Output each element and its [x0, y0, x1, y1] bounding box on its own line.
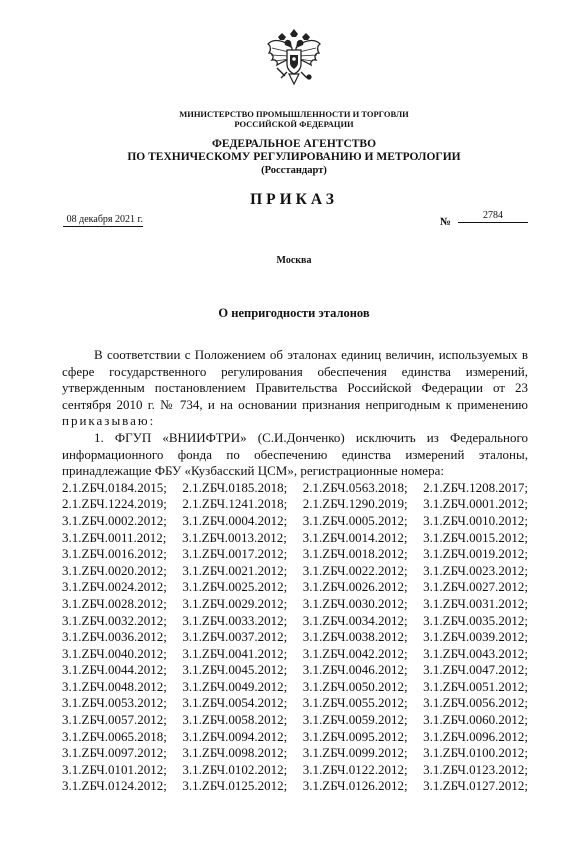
intro-text: В соответствии с Положением об эталонах единиц величин, используемых в сфере государственного регулирования обеспечения единства измерений, утвержденным постановлением Правительства Российской Федерации от 23 сентября 2010 г. № 734, и на основании признания непригодным к применению — [62, 347, 528, 412]
registration-number: 3.1.ZБЧ.0099.2012; — [302, 745, 408, 761]
document-title: ПРИКАЗ — [250, 191, 338, 208]
registration-number: 2.1.ZБЧ.0184.2015; — [62, 479, 167, 495]
registration-number: 3.1.ZБЧ.0036.2012; — [62, 629, 167, 645]
registration-number: 3.1.ZБЧ.0031.2012; — [423, 595, 528, 611]
registration-number: 3.1.ZБЧ.0056.2012; — [423, 695, 528, 711]
prikazyvayu-text: приказываю: — [62, 413, 156, 429]
registration-row — [62, 745, 528, 762]
registration-number: 3.1.ZБЧ.0020.2012; — [62, 562, 167, 578]
registration-number: 3.1.ZБЧ.0101.2012; — [62, 761, 167, 777]
item-1-paragraph: 1. ФГУП «ВНИИФТРИ» (С.И.Донченко) исключить из Федерального информационного фонда по обеспечению единства измерений эталоны, принадлежащие ФБУ «Кузбасский ЦСМ», регистрационные номера: — [62, 429, 528, 479]
registration-number: 3.1.ZБЧ.0047.2012; — [423, 662, 528, 678]
russian-coat-of-arms-icon — [265, 28, 323, 90]
registration-number: 3.1.ZБЧ.0005.2012; — [302, 512, 408, 528]
order-subject: О непригодности эталонов — [218, 306, 370, 320]
registration-row — [62, 778, 528, 795]
registration-number: 3.1.ZБЧ.0015.2012; — [423, 529, 528, 545]
registration-number: 3.1.ZБЧ.0122.2012; — [302, 761, 408, 777]
registration-number: 3.1.ZБЧ.0025.2012; — [182, 579, 288, 595]
registration-number: 3.1.ZБЧ.0046.2012; — [302, 662, 408, 678]
registration-number: 3.1.ZБЧ.0041.2012; — [182, 645, 288, 661]
registration-number: 3.1.ZБЧ.0123.2012; — [423, 761, 528, 777]
registration-number: 3.1.ZБЧ.0057.2012; — [62, 712, 167, 728]
ministry-line-2: РОССИЙСКОЙ ФЕДЕРАЦИИ — [234, 119, 354, 129]
registration-row — [62, 530, 528, 547]
registration-number: 3.1.ZБЧ.0045.2012; — [182, 662, 288, 678]
registration-number: 3.1.ZБЧ.0125.2012; — [182, 778, 288, 794]
registration-row — [62, 513, 528, 530]
registration-number: 3.1.ZБЧ.0021.2012; — [182, 562, 288, 578]
registration-number: 3.1.ZБЧ.0011.2012; — [62, 529, 167, 545]
registration-number: 3.1.ZБЧ.0018.2012; — [302, 546, 408, 562]
registration-row — [62, 729, 528, 746]
registration-number: 3.1.ZБЧ.0023.2012; — [423, 562, 528, 578]
registration-number: 3.1.ZБЧ.0124.2012; — [62, 778, 167, 794]
registration-number: 2.1.ZБЧ.0185.2018; — [182, 479, 288, 495]
registration-row — [62, 629, 528, 646]
agency-line-3: (Росстандарт) — [261, 165, 327, 176]
registration-number: 3.1.ZБЧ.0029.2012; — [182, 595, 288, 611]
registration-number: 3.1.ZБЧ.0065.2018; — [62, 728, 167, 744]
registration-number: 3.1.ZБЧ.0004.2012; — [182, 512, 288, 528]
registration-row — [62, 712, 528, 729]
registration-number: 3.1.ZБЧ.0100.2012; — [423, 745, 528, 761]
registration-row — [62, 480, 528, 497]
registration-number: 3.1.ZБЧ.0050.2012; — [302, 678, 408, 694]
registration-row — [62, 646, 528, 663]
registration-number: 3.1.ZБЧ.0034.2012; — [302, 612, 408, 628]
registration-number: 3.1.ZБЧ.0102.2012; — [182, 761, 288, 777]
registration-row — [62, 546, 528, 563]
registration-number: 3.1.ZБЧ.0010.2012; — [423, 512, 528, 528]
registration-number: 3.1.ZБЧ.0028.2012; — [62, 595, 167, 611]
order-date: 08 декабря 2021 г. — [63, 214, 143, 227]
registration-number: 3.1.ZБЧ.0054.2012; — [182, 695, 288, 711]
registration-number: 3.1.ZБЧ.0097.2012; — [62, 745, 167, 761]
registration-number: 3.1.ZБЧ.0002.2012; — [62, 512, 167, 528]
registration-row — [62, 496, 528, 513]
registration-number: 3.1.ZБЧ.0017.2012; — [182, 546, 288, 562]
registration-number: 3.1.ZБЧ.0051.2012; — [423, 678, 528, 694]
registration-row — [62, 596, 528, 613]
registration-number: 3.1.ZБЧ.0016.2012; — [62, 546, 167, 562]
registration-row — [62, 695, 528, 712]
registration-row — [62, 579, 528, 596]
registration-number: 3.1.ZБЧ.0032.2012; — [62, 612, 167, 628]
registration-number: 2.1.ZБЧ.1241.2018; — [182, 496, 288, 512]
registration-number: 3.1.ZБЧ.0040.2012; — [62, 645, 167, 661]
registration-number: 2.1.ZБЧ.1224.2019; — [62, 496, 167, 512]
agency-line-2: ПО ТЕХНИЧЕСКОМУ РЕГУЛИРОВАНИЮ И МЕТРОЛОГИИ — [127, 151, 461, 163]
registration-number: 3.1.ZБЧ.0033.2012; — [182, 612, 288, 628]
registration-number: 3.1.ZБЧ.0037.2012; — [182, 629, 288, 645]
registration-number: 3.1.ZБЧ.0027.2012; — [423, 579, 528, 595]
registration-number: 3.1.ZБЧ.0026.2012; — [302, 579, 408, 595]
registration-row — [62, 613, 528, 630]
registration-number: 3.1.ZБЧ.0059.2012; — [302, 712, 408, 728]
registration-number: 3.1.ZБЧ.0035.2012; — [423, 612, 528, 628]
registration-number: 3.1.ZБЧ.0044.2012; — [62, 662, 167, 678]
registration-number: 3.1.ZБЧ.0001.2012; — [423, 496, 528, 512]
registration-row — [62, 662, 528, 679]
ministry-line-1: МИНИСТЕРСТВО ПРОМЫШЛЕННОСТИ И ТОРГОВЛИ — [179, 109, 409, 119]
registration-number: 3.1.ZБЧ.0042.2012; — [302, 645, 408, 661]
intro-paragraph — [62, 347, 528, 430]
registration-number: 3.1.ZБЧ.0126.2012; — [302, 778, 408, 794]
registration-row — [62, 679, 528, 696]
registration-row — [62, 563, 528, 580]
registration-number: 2.1.ZБЧ.0563.2018; — [302, 479, 408, 495]
registration-number: 3.1.ZБЧ.0094.2012; — [182, 728, 288, 744]
registration-number: 2.1.ZБЧ.1208.2017; — [423, 479, 528, 495]
registration-number: 3.1.ZБЧ.0014.2012; — [302, 529, 408, 545]
registration-number: 3.1.ZБЧ.0039.2012; — [423, 629, 528, 645]
registration-number: 3.1.ZБЧ.0096.2012; — [423, 728, 528, 744]
registration-number: 3.1.ZБЧ.0048.2012; — [62, 678, 167, 694]
order-number: 2784 — [458, 210, 528, 223]
registration-number: 3.1.ZБЧ.0053.2012; — [62, 695, 167, 711]
city: Москва — [276, 255, 312, 266]
registration-number: 3.1.ZБЧ.0030.2012; — [302, 595, 408, 611]
registration-number: 3.1.ZБЧ.0038.2012; — [302, 629, 408, 645]
registration-number: 2.1.ZБЧ.1290.2019; — [302, 496, 408, 512]
registration-number: 3.1.ZБЧ.0095.2012; — [302, 728, 408, 744]
registration-number: 3.1.ZБЧ.0055.2012; — [302, 695, 408, 711]
agency-heading — [0, 138, 588, 177]
document-body — [62, 347, 528, 795]
registration-number: 3.1.ZБЧ.0049.2012; — [182, 678, 288, 694]
agency-line-1: ФЕДЕРАЛЬНОЕ АГЕНТСТВО — [211, 138, 377, 150]
registration-numbers-list — [62, 480, 528, 795]
registration-number: 3.1.ZБЧ.0019.2012; — [423, 546, 528, 562]
registration-number: 3.1.ZБЧ.0127.2012; — [423, 778, 528, 794]
registration-number: 3.1.ZБЧ.0024.2012; — [62, 579, 167, 595]
registration-number: 3.1.ZБЧ.0060.2012; — [423, 712, 528, 728]
registration-row — [62, 762, 528, 779]
registration-number: 3.1.ZБЧ.0098.2012; — [182, 745, 288, 761]
registration-number: 3.1.ZБЧ.0022.2012; — [302, 562, 408, 578]
registration-number: 3.1.ZБЧ.0058.2012; — [182, 712, 288, 728]
registration-number: 3.1.ZБЧ.0043.2012; — [423, 645, 528, 661]
registration-number: 3.1.ZБЧ.0013.2012; — [182, 529, 287, 545]
ministry-heading — [0, 109, 588, 129]
order-number-label: № — [440, 216, 452, 228]
